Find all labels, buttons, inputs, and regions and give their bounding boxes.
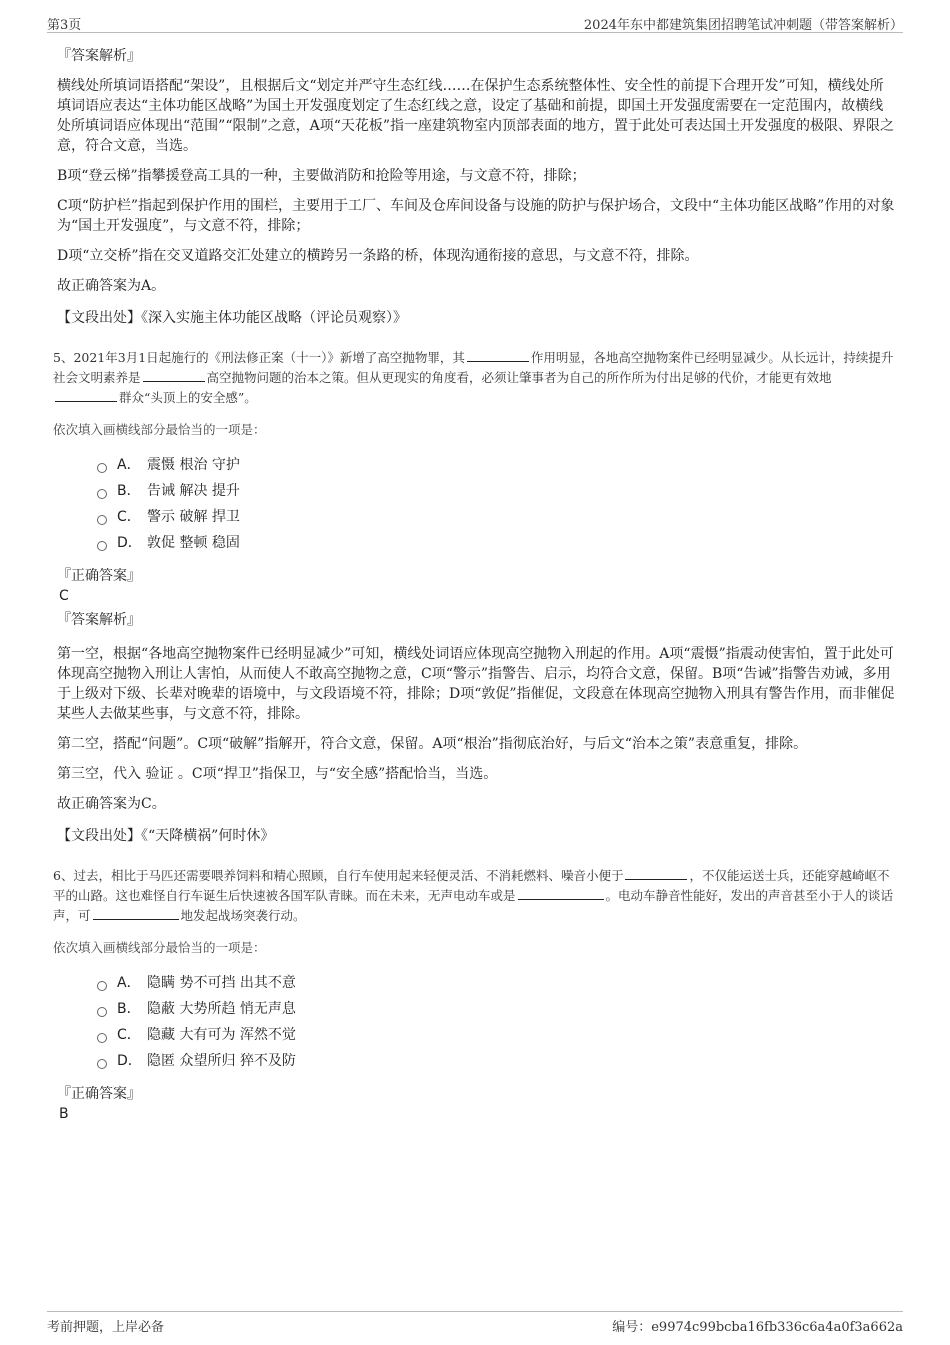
option-d[interactable]: D． 敦促 整顿 稳固 [97, 530, 897, 556]
correct-answer: B [59, 1106, 69, 1122]
radio-button-icon[interactable] [97, 489, 107, 499]
option-a[interactable]: A． 震慑 根治 守护 [97, 452, 897, 478]
question-prompt: 依次填入画横线部分最恰当的一项是： [53, 422, 266, 437]
option-c[interactable]: C． 警示 破解 捍卫 [97, 504, 897, 530]
answer-blank [55, 389, 117, 402]
analysis-label: 『答案解析』 [57, 48, 141, 64]
option-a[interactable]: A． 隐瞒 势不可挡 出其不意 [97, 970, 897, 996]
analysis-paragraph: D项“立交桥”指在交叉道路交汇处建立的横跨另一条路的桥，体现沟通衔接的意思，与文意不符，排除。 [57, 248, 699, 264]
question-6-stem: 6、过去，相比于马匹还需要喂养饲料和精心照顾，自行车使用起来轻便灵活、不消耗燃料、噪音小便于 ，不仅能运送士兵，还能穿越崎岖不平的山路。这也难怪自行车诞生后快速被各国军队青睐。而在未来，无声电动车或是 。电动车静音性能好，发出的声音甚至小于人的谈话声，可 地发起战场突袭行动。 [53, 868, 894, 923]
answer-blank [625, 867, 687, 880]
analysis-paragraph: 第二空，搭配“问题”。C项“破解”指解开，符合文意，保留。A项“根治”指彻底治好，与后文“治本之策”表意重复，排除。 [57, 736, 808, 752]
radio-button-icon[interactable] [97, 1059, 107, 1069]
question-prompt: 依次填入画横线部分最恰当的一项是： [53, 940, 266, 955]
radio-button-icon[interactable] [97, 981, 107, 991]
option-d[interactable]: D． 隐匿 众望所归 猝不及防 [97, 1048, 897, 1074]
document-title: 2024年东中都建筑集团招聘笔试冲刺题（带答案解析） [583, 18, 903, 33]
correct-answer-label: 『正确答案』 [57, 568, 141, 584]
answer-blank [143, 369, 205, 382]
question-5-stem: 5、2021年3月1日起施行的《刑法修正案（十一）》新增了高空抛物罪，其 作用明显，各地高空抛物案件已经明显减少。从长远计，持续提升社会文明素养是 高空抛物问题的治本之策。但从更现实的角度看，必须让肇事者为自己的所作所为付出足够的代价，才能更有效地群众“头顶上的安全感”。 [53, 350, 894, 405]
answer-blank [518, 887, 604, 900]
document-id: 编号：e9974c99bcba16fb336c6a4a0f3a662a [612, 1320, 903, 1335]
page-number: 第3页 [47, 18, 82, 33]
radio-button-icon[interactable] [97, 463, 107, 473]
radio-button-icon[interactable] [97, 541, 107, 551]
answer-conclusion: 故正确答案为A。 [57, 278, 166, 294]
radio-button-icon[interactable] [97, 1007, 107, 1017]
analysis-paragraph: 横线处所填词语搭配“架设”，且根据后文“划定并严守生态红线……在保护生态系统整体性、安全性的前提下合理开发”可知，横线处所填词语应表达“主体功能区战略”为国土开发强度划定了生态红线之意，设定了基础和前提，即国土开发强度需要在一定范围内，故横线处所填词语应体现出“范围”“限制”之意，A项“天花板”指一座建筑物室内顶部表面的地方，置于此处可表达国土开发强度的极限、界限之意，符合文意，当选。 [57, 78, 895, 154]
source-citation: 【文段出处】《深入实施主体功能区战略（评论员观察）》 [57, 310, 407, 326]
radio-button-icon[interactable] [97, 1033, 107, 1043]
analysis-paragraph: 第三空，代入 验证 。C项“捍卫”指保卫，与“安全感”搭配恰当，当选。 [57, 766, 498, 782]
radio-button-icon[interactable] [97, 515, 107, 525]
analysis-paragraph: C项“防护栏”指起到保护作用的围栏，主要用于工厂、车间及仓库间设备与设施的防护与保护场合，文段中“主体功能区战略”作用的对象为“国土开发强度”，与文意不符，排除； [57, 198, 895, 234]
question-6-options [97, 970, 897, 1074]
analysis-paragraph: 第一空，根据“各地高空抛物案件已经明显减少”可知，横线处词语应体现高空抛物入刑起的作用。A项“震慑”指震动使害怕，置于此处可体现高空抛物入刑让人害怕，从而使人不敢高空抛物之意，C项“警示”指警告、启示，均符合文意，保留。B项“告诫”指警告劝诫，多用于上级对下级、长辈对晚辈的语境中，与文段语境不符，排除；D项“敦促”指催促，文段意在体现高空抛物入刑具有警告作用，而非催促某些人去做某些事，与文意不符，排除。 [57, 646, 895, 722]
footer-slogan: 考前押题，上岸必备 [47, 1320, 165, 1335]
answer-blank [93, 907, 179, 920]
answer-conclusion: 故正确答案为C。 [57, 796, 166, 812]
page-footer [47, 1311, 903, 1336]
analysis-paragraph: B项“登云梯”指攀援登高工具的一种，主要做消防和抢险等用途，与文意不符，排除； [57, 168, 586, 184]
page-header [47, 10, 903, 33]
option-b[interactable]: B． 告诫 解决 提升 [97, 478, 897, 504]
document-body [53, 40, 897, 1128]
question-5-options [97, 452, 897, 556]
correct-answer: C [59, 588, 69, 604]
answer-blank [467, 349, 529, 362]
option-c[interactable]: C． 隐藏 大有可为 浑然不觉 [97, 1022, 897, 1048]
source-citation: 【文段出处】《“天降横祸”何时休》 [57, 828, 275, 844]
analysis-label: 『答案解析』 [57, 612, 141, 628]
correct-answer-label: 『正确答案』 [57, 1086, 141, 1102]
option-b[interactable]: B． 隐蔽 大势所趋 悄无声息 [97, 996, 897, 1022]
